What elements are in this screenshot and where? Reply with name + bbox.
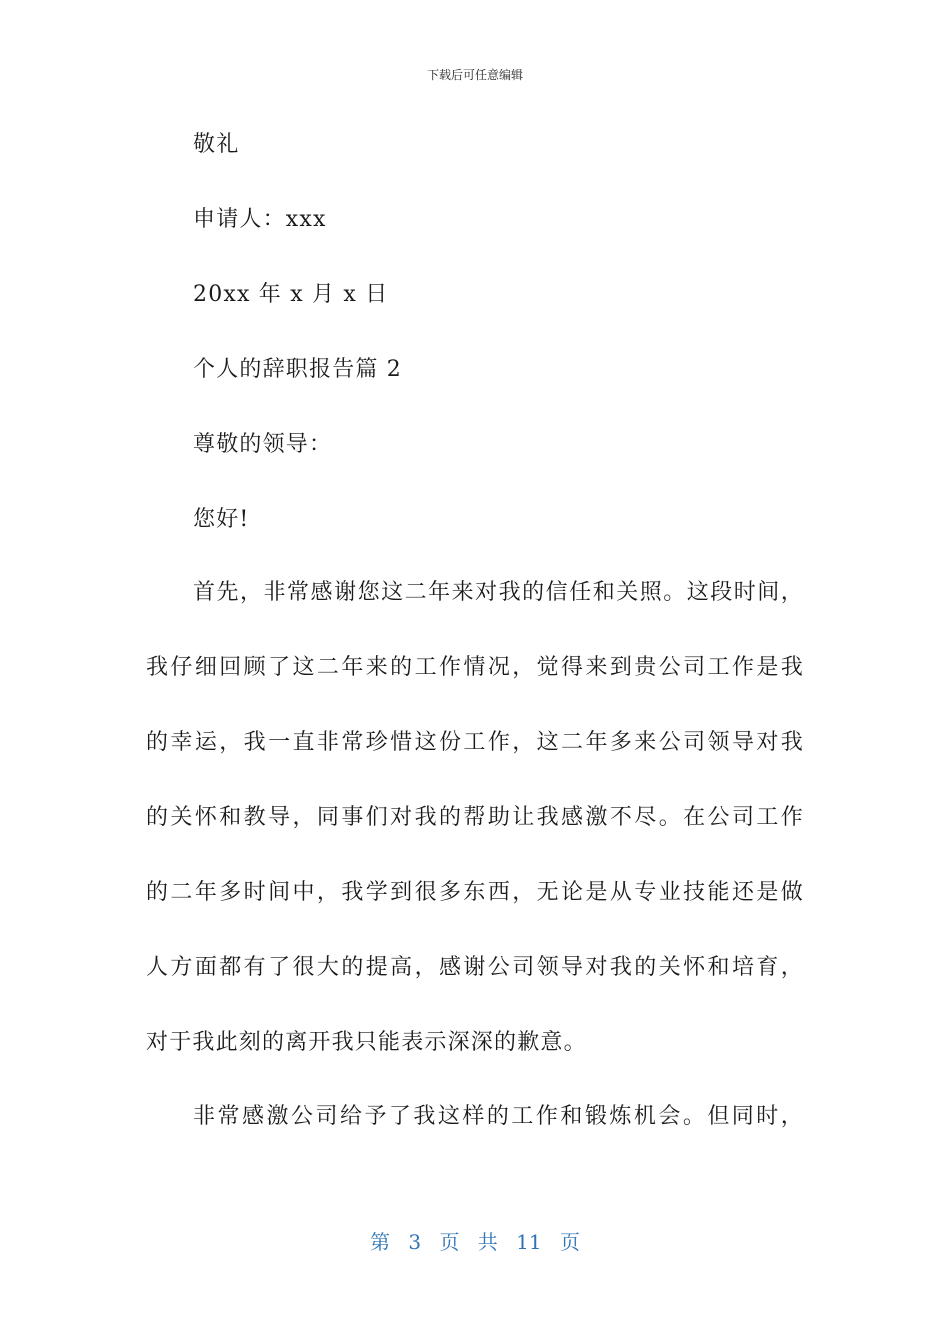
- greeting-line: 尊敬的领导：: [193, 432, 333, 457]
- paragraph-line: 我仔细回顾了这二年来的工作情况，觉得来到贵公司工作是我: [146, 655, 804, 680]
- paragraph-line: 的二年多时间中，我学到很多东西，无论是从专业技能还是做: [146, 880, 804, 905]
- page-number: 第 3 页 共 11 页: [370, 1230, 580, 1254]
- paragraph-line: 非常感激公司给予了我这样的工作和锻炼机会。但同时，: [193, 1104, 804, 1129]
- applicant-line: 申请人：xxx: [193, 207, 327, 232]
- paragraph-line: 对于我此刻的离开我只能表示深深的歉意。: [146, 1030, 587, 1055]
- paragraph-line: 的关怀和教导，同事们对我的帮助让我感激不尽。在公司工作: [146, 805, 804, 830]
- paragraph-line: 首先，非常感谢您这二年来对我的信任和关照。这段时间，: [193, 580, 804, 605]
- header-note: 下载后可任意编辑: [426, 68, 523, 82]
- closing-salutation: 敬礼: [193, 132, 240, 157]
- hello-line: 您好!: [193, 507, 250, 532]
- section-title: 个人的辞职报告篇 2: [193, 357, 402, 382]
- paragraph-line: 的幸运，我一直非常珍惜这份工作，这二年多来公司领导对我: [146, 730, 804, 755]
- paragraph-line: 人方面都有了很大的提高，感谢公司领导对我的关怀和培育，: [146, 955, 804, 980]
- date-line: 20xx 年 x 月 x 日: [193, 282, 389, 307]
